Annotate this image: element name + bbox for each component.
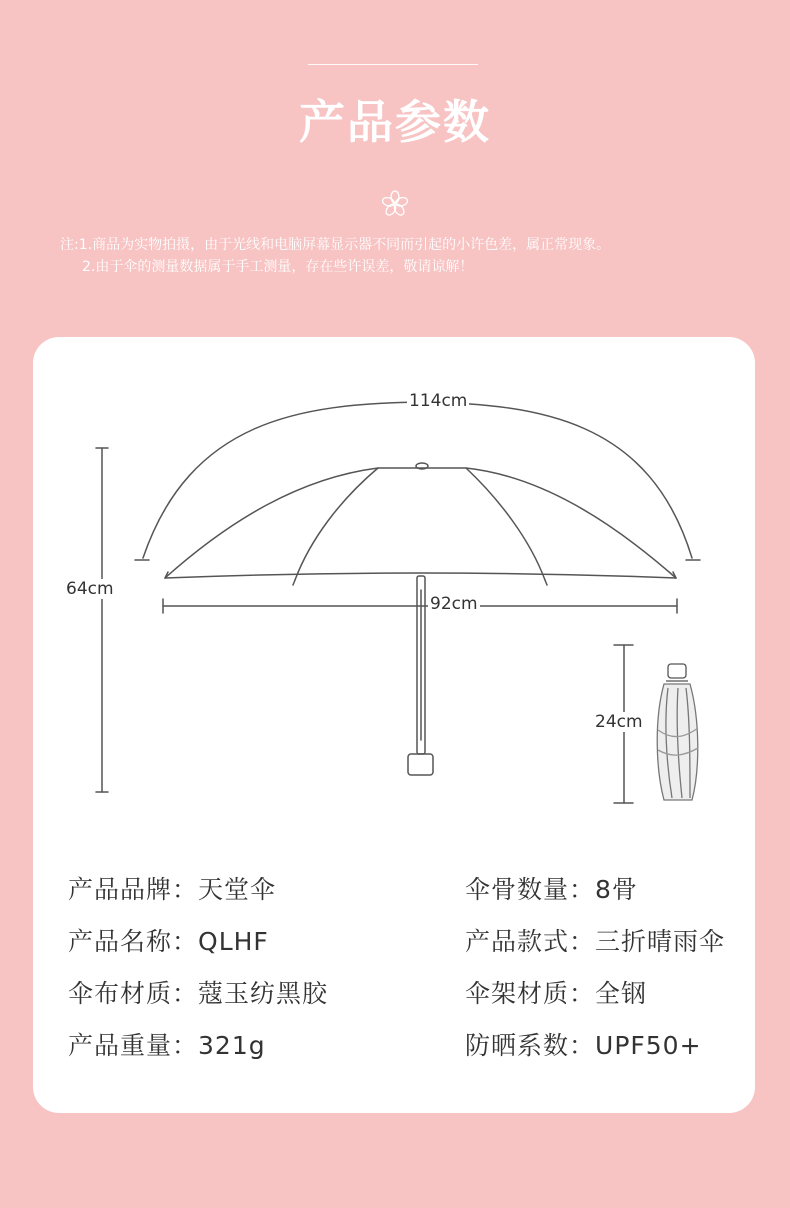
spec-brand [68, 870, 276, 906]
page-title: 产品参数 [299, 95, 491, 149]
umbrella-canopy [165, 468, 676, 578]
note-line-1: 注:1.商品为实物拍摄，由于光线和电脑屏幕显示器不同而引起的小许色差，属正常现象。 [60, 237, 611, 253]
spec-value: QLHF [198, 927, 269, 956]
spec-frame [465, 974, 647, 1010]
spec-value: 8骨 [595, 875, 638, 904]
spec-label: 伞布材质： [68, 979, 199, 1008]
umbrella-handle [408, 754, 433, 775]
note-line-2: 2.由于伞的测量数据属于手工测量，存在些许误差，敬请谅解！ [82, 259, 474, 275]
spec-value: 321g [198, 1031, 266, 1060]
diameter-label: 92cm [430, 594, 478, 614]
arc-length-label: 114cm [409, 391, 468, 411]
spec-label: 伞骨数量： [465, 875, 596, 904]
folded-umbrella-icon [657, 664, 698, 800]
spec-uv [465, 1026, 702, 1062]
spec-name [68, 922, 269, 958]
spec-value: 蔻玉纺黑胶 [198, 979, 329, 1008]
spec-fabric [68, 974, 328, 1010]
spec-value: 天堂伞 [198, 875, 277, 904]
spec-weight [68, 1026, 266, 1062]
spec-label: 产品重量： [68, 1031, 199, 1060]
spec-value: 三折晴雨伞 [595, 927, 726, 956]
spec-label: 产品款式： [465, 927, 596, 956]
arc-dimension-line [143, 402, 692, 558]
spec-label: 产品品牌： [68, 875, 199, 904]
spec-label: 产品名称： [68, 927, 199, 956]
folded-length-label: 24cm [595, 712, 643, 732]
spec-ribs [465, 870, 638, 906]
spec-style [465, 922, 725, 958]
spec-label: 伞架材质： [465, 979, 596, 1008]
spec-value: 全钢 [595, 979, 648, 1008]
umbrella-rib [295, 468, 378, 580]
spec-label: 防晒系数： [465, 1031, 596, 1060]
spec-value: UPF50+ [595, 1031, 702, 1060]
height-label: 64cm [66, 579, 114, 599]
